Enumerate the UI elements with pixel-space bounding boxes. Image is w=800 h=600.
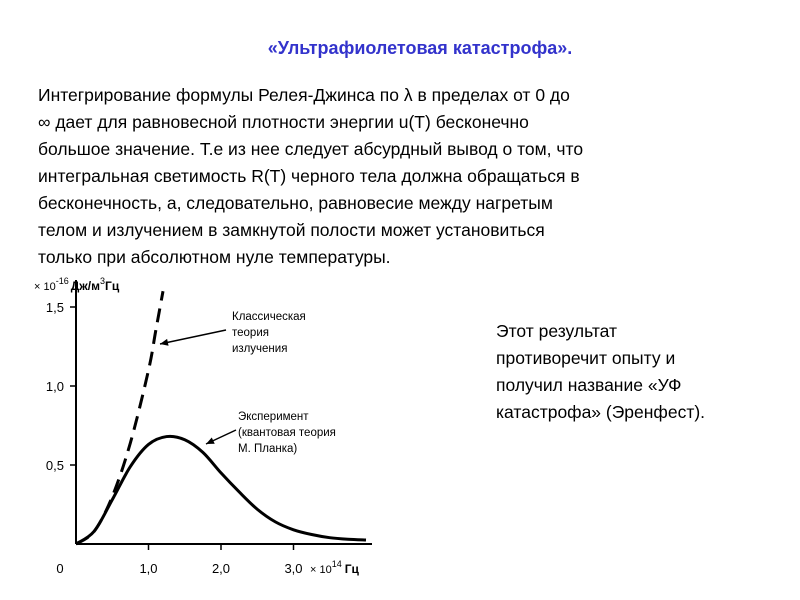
paragraph-line: интегральная светимость R(T) черного тела должна обращаться в bbox=[38, 166, 580, 186]
x-tick-label: 3,0 bbox=[284, 561, 303, 576]
chart-annotations bbox=[160, 311, 336, 455]
series-label-line: теория bbox=[232, 327, 269, 339]
spectrum-chart bbox=[0, 268, 420, 598]
y-tick-label: 1,5 bbox=[45, 300, 64, 315]
x-tick-label: 0 bbox=[56, 561, 64, 576]
side-note-line: противоречит опыту и bbox=[496, 348, 676, 368]
side-note-line: Этот результат bbox=[496, 321, 618, 341]
experiment-curve bbox=[76, 436, 366, 544]
paragraph-line: Интегрирование формулы Релея-Джинса по λ в пределах от 0 до bbox=[38, 85, 570, 105]
series-label-line: Классическая bbox=[232, 311, 306, 323]
x-tick-label: 2,0 bbox=[211, 561, 231, 576]
x-tick-label: 1,0 bbox=[139, 561, 158, 576]
paragraph-line: ∞ дает для равновесной плотности энергии u(T) бесконечно bbox=[38, 112, 529, 132]
side-note-line: катастрофа» (Эренфест). bbox=[496, 402, 706, 422]
paragraph-line: большое значение. Т.е из нее следует абсурдный вывод о том, что bbox=[38, 139, 584, 159]
classical-theory-curve bbox=[76, 291, 163, 544]
paragraph-line: бесконечность, а, следовательно, равновесие между нагретым bbox=[38, 193, 553, 213]
side-note bbox=[496, 318, 786, 426]
y-tick-label: 0,5 bbox=[45, 458, 64, 473]
chart-series bbox=[76, 291, 366, 544]
main-paragraph bbox=[38, 82, 738, 271]
y-tick-label: 1,0 bbox=[45, 379, 64, 394]
paragraph-line: телом и излучением в замкнутой полости может установиться bbox=[38, 220, 545, 240]
annotation-pointer bbox=[160, 330, 226, 344]
x-axis-label: × $10^{14}$ Гц bbox=[310, 559, 359, 576]
series-label-line: (квантовая теория bbox=[238, 427, 336, 439]
series-label-line: М. Планка) bbox=[238, 443, 298, 455]
slide-title: «Ультрафиолетовая катастрофа». bbox=[267, 38, 573, 58]
side-note-line: получил название «УФ bbox=[496, 375, 682, 395]
annotation-arrowhead bbox=[160, 339, 169, 346]
series-label-line: излучения bbox=[232, 343, 288, 355]
paragraph-line: только при абсолютном нуле температуры. bbox=[38, 247, 391, 267]
series-label-line: Эксперимент bbox=[238, 411, 309, 423]
y-axis-label: × $10^{-16}$ $Дж/м^3Гц$ bbox=[34, 276, 120, 293]
